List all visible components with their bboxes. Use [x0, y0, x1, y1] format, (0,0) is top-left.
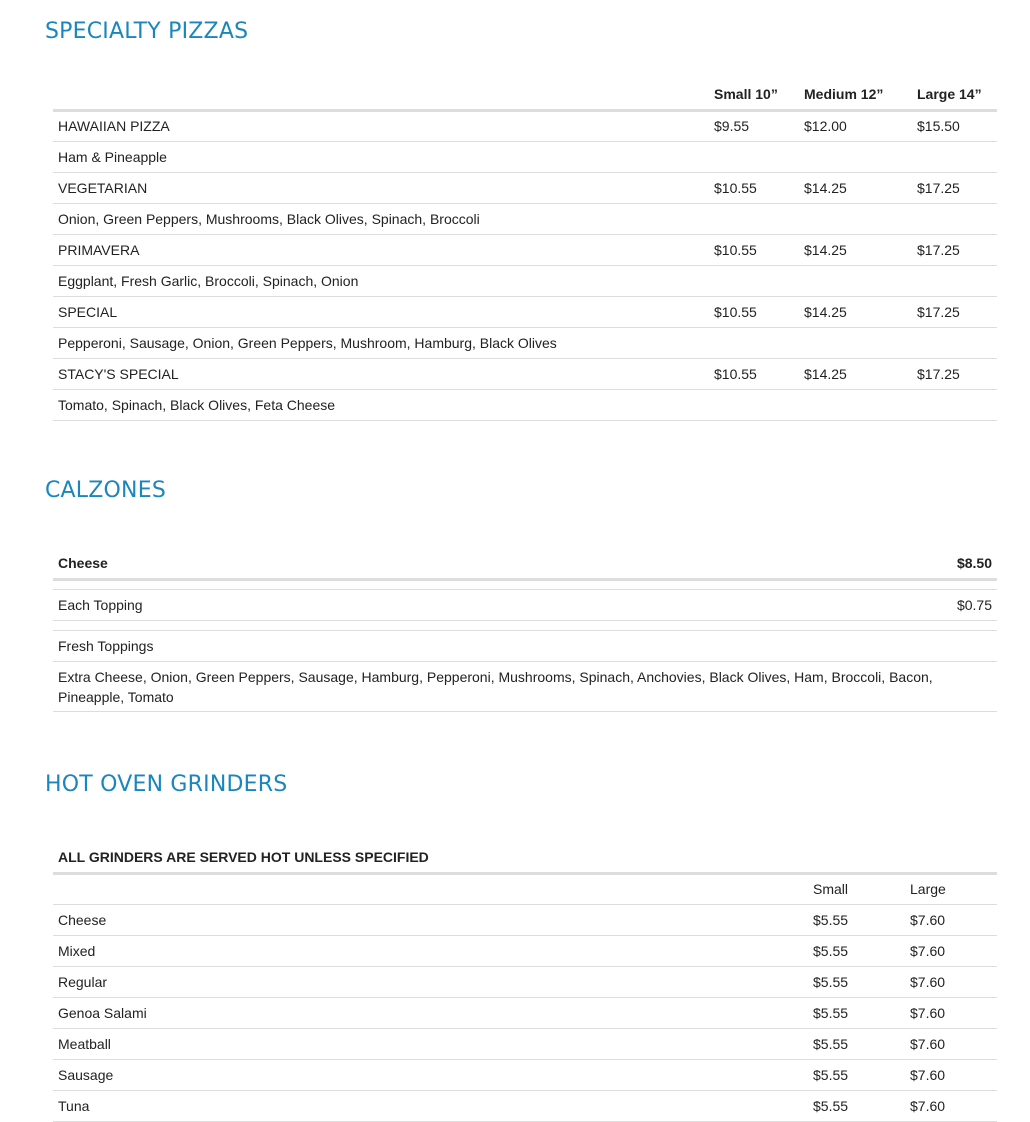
calzone-cheese-row: [53, 549, 997, 579]
pizza-row-hawaiian: [53, 110, 997, 141]
price-medium: $14.25: [804, 365, 847, 382]
price-small: $10.55: [714, 365, 757, 382]
calzone-cheese-label: Cheese: [58, 555, 108, 572]
pizza-name: SPECIAL: [58, 303, 118, 320]
price-medium: $14.25: [804, 179, 847, 196]
price-small: $10.55: [714, 241, 757, 258]
price-small: $9.55: [714, 118, 750, 134]
price-large: $7.60: [910, 1097, 946, 1114]
price-small: $5.55: [813, 942, 849, 959]
grinder-row: [53, 904, 997, 935]
pizza-toppings: Tomato, Spinach, Black Olives, Feta Cheese: [58, 396, 336, 413]
pizza-name: HAWAIIAN PIZZA: [58, 118, 170, 134]
pizza-name: VEGETARIAN: [58, 179, 148, 196]
pizza-toppings-row-primavera: [53, 265, 997, 296]
pizza-row-stacys-special: [53, 358, 997, 389]
pizza-size-header-row: [53, 80, 997, 110]
grinders-heading: HOT OVEN GRINDERS: [45, 772, 288, 797]
price-large: $17.25: [917, 365, 960, 382]
pizza-toppings: Ham & Pineapple: [58, 148, 167, 165]
grinder-size-header-row: [53, 873, 997, 904]
price-large: $7.60: [910, 1066, 946, 1083]
price-large: $7.60: [910, 973, 946, 990]
grinders-table: [53, 843, 997, 1122]
pizza-toppings: Pepperoni, Sausage, Onion, Green Peppers, Mushroom, Hamburg, Black Olives: [58, 334, 557, 351]
specialty-pizzas-table: [53, 80, 997, 421]
calzones-table: [53, 549, 997, 712]
price-large: $7.60: [910, 911, 946, 928]
specialty-pizzas-heading: SPECIALTY PIZZAS: [45, 19, 249, 44]
each-topping-label: Each Topping: [58, 596, 143, 613]
fresh-toppings-label-row: [53, 630, 997, 661]
price-small: $10.55: [714, 179, 757, 196]
column-header-large: Large: [910, 881, 946, 897]
pizza-toppings: Eggplant, Fresh Garlic, Broccoli, Spinach, Onion: [58, 272, 359, 289]
price-small: $10.55: [714, 303, 757, 320]
pizza-name: STACY'S SPECIAL: [58, 365, 179, 382]
grinder-row: [53, 1090, 997, 1121]
calzone-cheese-price: $8.50: [956, 555, 992, 572]
grinder-name: Meatball: [58, 1035, 111, 1052]
pizza-row-primavera: [53, 234, 997, 265]
grinder-row: [53, 997, 997, 1028]
fresh-toppings-label: Fresh Toppings: [58, 637, 154, 654]
table-spacer: [53, 620, 997, 630]
grinder-row: [53, 1028, 997, 1059]
each-topping-price: $0.75: [956, 596, 992, 613]
grinder-name: Tuna: [58, 1097, 90, 1114]
pizza-toppings-row-stacys-special: [53, 389, 997, 420]
pizza-row-vegetarian: [53, 172, 997, 203]
price-large: $17.25: [917, 241, 960, 258]
pizza-toppings-row-hawaiian: [53, 141, 997, 172]
price-small: $5.55: [813, 1035, 849, 1052]
price-small: $5.55: [813, 911, 849, 928]
pizza-toppings-row-vegetarian: [53, 203, 997, 234]
price-large: $7.60: [910, 1035, 946, 1052]
price-medium: $14.25: [804, 241, 847, 258]
pizza-name-column-header: [53, 80, 709, 110]
price-medium: $14.25: [804, 303, 847, 320]
grinder-name: Regular: [58, 973, 108, 990]
column-header-small: Small: [813, 881, 849, 897]
table-spacer: [53, 579, 997, 589]
grinder-name: Genoa Salami: [58, 1004, 147, 1021]
grinder-name: Sausage: [58, 1066, 114, 1083]
price-small: $5.55: [813, 1066, 849, 1083]
pizza-toppings-row-special: [53, 327, 997, 358]
column-header-small: Small 10”: [714, 86, 778, 103]
grinder-name: Mixed: [58, 942, 96, 959]
price-large: $15.50: [917, 118, 960, 134]
grinder-row: [53, 1059, 997, 1090]
grinder-name: Cheese: [58, 911, 107, 928]
grinders-note: ALL GRINDERS ARE SERVED HOT UNLESS SPECIFIED: [58, 849, 429, 866]
column-header-large: Large 14”: [917, 86, 982, 103]
price-large: $17.25: [917, 179, 960, 196]
price-small: $5.55: [813, 973, 849, 990]
calzone-each-topping-row: [53, 589, 997, 620]
price-large: $17.25: [917, 303, 960, 320]
price-medium: $12.00: [804, 118, 847, 134]
pizza-toppings: Onion, Green Peppers, Mushrooms, Black Olives, Spinach, Broccoli: [58, 210, 480, 227]
price-small: $5.55: [813, 1004, 849, 1021]
grinder-row: [53, 966, 997, 997]
price-large: $7.60: [910, 942, 946, 959]
pizza-name: PRIMAVERA: [58, 241, 140, 258]
price-large: $7.60: [910, 1004, 946, 1021]
price-small: $5.55: [813, 1097, 849, 1114]
fresh-toppings-list: Extra Cheese, Onion, Green Peppers, Sausage, Hamburg, Pepperoni, Mushrooms, Spinach, Anchovies, Black Olives, Ham, Broccoli, Bacon, Pineapple, Tomato: [58, 668, 933, 705]
calzones-heading: CALZONES: [45, 478, 166, 503]
grinder-row: [53, 935, 997, 966]
column-header-medium: Medium 12”: [804, 86, 884, 103]
grinders-note-row: [53, 843, 997, 873]
pizza-row-special: [53, 296, 997, 327]
grinder-name-column-header: [53, 873, 808, 904]
fresh-toppings-list-row: [53, 661, 997, 711]
